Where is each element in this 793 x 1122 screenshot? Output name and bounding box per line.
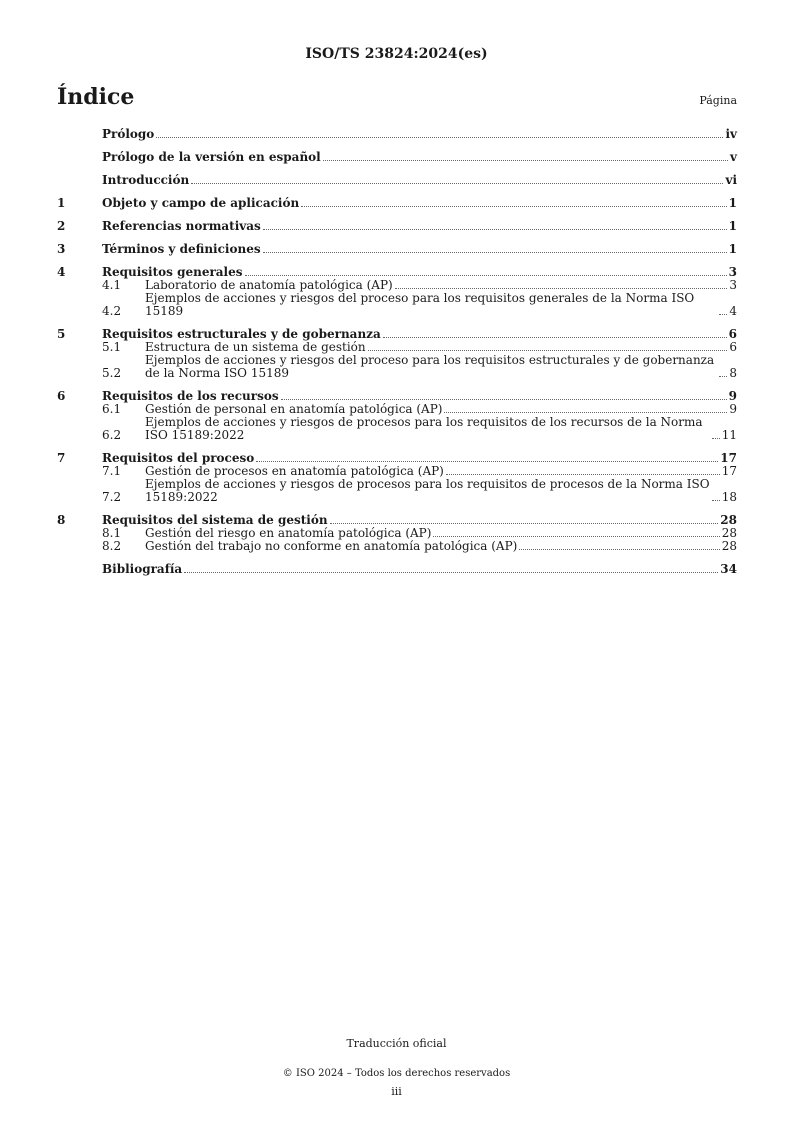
toc-entry-number: 2 [57, 219, 66, 233]
toc-entry-page: 34 [720, 562, 737, 576]
toc-entry-text: Bibliografía [102, 562, 183, 576]
toc-entry-page: 17 [721, 464, 737, 478]
toc-entry-page: iv [725, 127, 737, 141]
toc-entry-page: 1 [728, 196, 737, 210]
toc-entry-text: Prólogo [102, 127, 155, 141]
dot-leader [444, 412, 727, 413]
dot-leader [330, 523, 719, 524]
toc-entry-number: 6.2 [102, 428, 122, 442]
toc-entry-number: 4 [57, 265, 66, 279]
toc-entry-text: Términos y definiciones [102, 242, 261, 256]
translation-note: Traducción oficial [346, 1037, 447, 1050]
toc-entry-text: Referencias normativas [102, 219, 261, 233]
toc-entry-text: Requisitos estructurales y de gobernanza [102, 327, 381, 341]
toc-entry-text: Ejemplos de acciones y riesgos del proceso para los requisitos estructurales y de gobernanza de la Norma ISO 15189 [145, 353, 715, 380]
toc-entry[interactable] [57, 174, 737, 187]
toc-entry-page: 6 [729, 340, 737, 354]
toc-entry-text: Prólogo de la versión en español [102, 150, 321, 164]
dot-leader [263, 252, 727, 253]
toc-entry-text: Ejemplos de acciones y riesgos de procesos para los requisitos de los recursos de la Norma ISO 15189:2022 [145, 415, 703, 442]
toc-entry-number: 5.1 [102, 340, 122, 354]
toc-entry-number: 6.1 [102, 402, 122, 416]
toc-entry-text: Objeto y campo de aplicación [102, 196, 300, 210]
toc-entry-page: v [730, 150, 737, 164]
toc-entry-number: 8.1 [102, 526, 122, 540]
toc-entry-text: Gestión de personal en anatomía patológica (AP) [145, 402, 443, 416]
toc-subentry[interactable] [57, 416, 737, 442]
dot-leader [433, 536, 719, 537]
toc-entry-number: 7 [57, 451, 66, 465]
toc-entry-text: Gestión de procesos en anatomía patológica (AP) [145, 464, 444, 478]
toc-entry-page: 4 [729, 304, 737, 318]
toc-entry-page: 9 [728, 389, 737, 403]
document-header: ISO/TS 23824:2024(es) [305, 46, 488, 62]
toc-entry[interactable] [57, 197, 737, 210]
toc-entry-text: Requisitos generales [102, 265, 243, 279]
dot-leader [256, 461, 718, 462]
toc-entry-number: 5.2 [102, 366, 122, 380]
toc-entry-page: 28 [721, 539, 737, 553]
toc-title: Índice [57, 84, 135, 110]
toc-entry-number: 3 [57, 242, 66, 256]
toc-entry-text: Requisitos de los recursos [102, 389, 279, 403]
dot-leader [301, 206, 726, 207]
toc-title-row [57, 84, 737, 110]
toc-entry-text: Gestión del riesgo en anatomía patológica (AP) [145, 526, 432, 540]
dot-leader [395, 288, 728, 289]
toc-entry-page: 3 [728, 265, 737, 279]
toc-entry-page: 11 [721, 428, 737, 442]
dot-leader [191, 183, 723, 184]
toc-entry-page: 1 [728, 242, 737, 256]
toc-entry[interactable] [57, 563, 737, 576]
toc-entry-page: 28 [721, 526, 737, 540]
toc-entry-number: 1 [57, 196, 66, 210]
dot-leader [712, 500, 720, 501]
toc-subentry[interactable] [57, 292, 737, 318]
toc-entry-number: 5 [57, 327, 66, 341]
dot-leader [719, 314, 727, 315]
toc-subentry[interactable] [57, 540, 737, 553]
toc-entry-page: 6 [728, 327, 737, 341]
toc-entry-number: 8 [57, 513, 66, 527]
table-of-contents [57, 128, 737, 576]
page-column-label: Página [699, 94, 737, 107]
dot-leader [323, 160, 728, 161]
toc-entry-text: Estructura de un sistema de gestión [145, 340, 366, 354]
toc-entry[interactable] [57, 151, 737, 164]
toc-entry[interactable] [57, 220, 737, 233]
toc-entry-text: Requisitos del proceso [102, 451, 255, 465]
dot-leader [383, 337, 727, 338]
toc-entry-page: 1 [728, 219, 737, 233]
dot-leader [719, 376, 727, 377]
toc-subentry[interactable] [57, 354, 737, 380]
toc-entry[interactable] [57, 128, 737, 141]
toc-entry-text: Requisitos del sistema de gestión [102, 513, 328, 527]
toc-entry-page: 9 [729, 402, 737, 416]
toc-entry-text: Ejemplos de acciones y riesgos del proceso para los requisitos generales de la Norma ISO 15189 [145, 291, 695, 318]
toc-entry-text: Introducción [102, 173, 190, 187]
dot-leader [519, 549, 719, 550]
toc-entry-page: 28 [720, 513, 737, 527]
toc-entry[interactable] [57, 243, 737, 256]
toc-entry-number: 4.1 [102, 278, 122, 292]
toc-entry-number: 7.1 [102, 464, 122, 478]
toc-entry-page: 8 [729, 366, 737, 380]
page-number: iii [391, 1085, 402, 1098]
toc-entry-page: vi [725, 173, 737, 187]
dot-leader [245, 275, 727, 276]
dot-leader [184, 572, 718, 573]
dot-leader [263, 229, 727, 230]
copyright-notice: © ISO 2024 – Todos los derechos reservados [282, 1068, 511, 1079]
toc-entry-number: 8.2 [102, 539, 122, 553]
dot-leader [712, 438, 720, 439]
toc-entry-text: Ejemplos de acciones y riesgos de procesos para los requisitos de procesos de la Norma ISO 15189:2022 [145, 477, 710, 504]
toc-subentry[interactable] [57, 478, 737, 504]
toc-entry-text: Laboratorio de anatomía patológica (AP) [145, 278, 393, 292]
toc-entry-number: 4.2 [102, 304, 122, 318]
toc-entry-number: 7.2 [102, 490, 122, 504]
toc-entry-number: 6 [57, 389, 66, 403]
dot-leader [156, 137, 723, 138]
dot-leader [281, 399, 727, 400]
dot-leader [446, 474, 720, 475]
toc-entry-text: Gestión del trabajo no conforme en anatomía patológica (AP) [145, 539, 518, 553]
toc-entry-page: 3 [729, 278, 737, 292]
toc-entry-page: 18 [721, 490, 737, 504]
toc-entry-page: 17 [720, 451, 737, 465]
dot-leader [368, 350, 728, 351]
